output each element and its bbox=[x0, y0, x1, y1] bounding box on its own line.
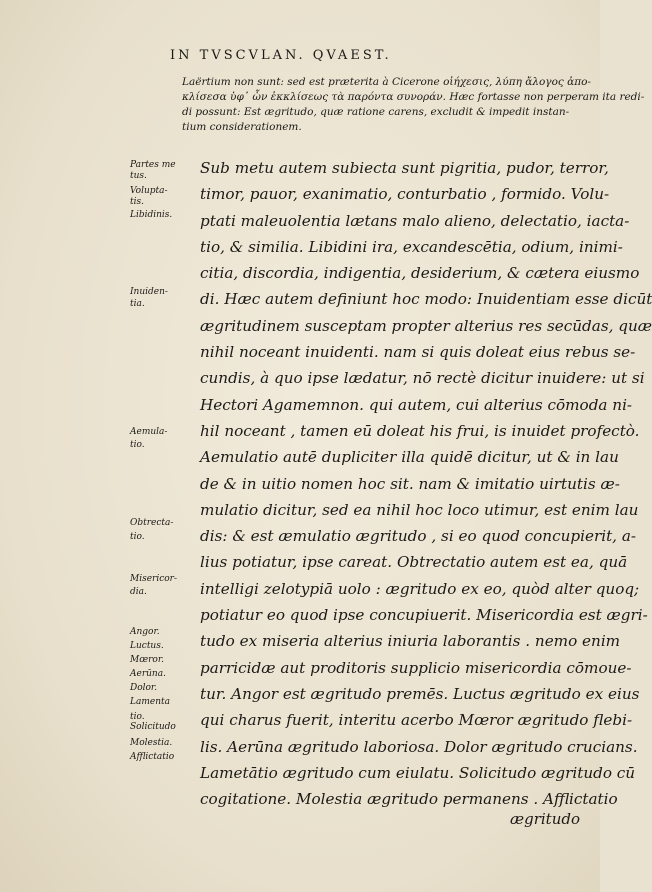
margin-note: Molestia. bbox=[130, 738, 173, 748]
footnote-line: κλίσεσα ὑφ᾽ ὧν ἐκκλίσεως τὰ παρόντα συνοράν. Hæc fortasse non perperam ita redi- bbox=[182, 91, 645, 103]
margin-note: Obtrecta- bbox=[130, 518, 174, 528]
margin-note: Partes me bbox=[130, 160, 176, 170]
text-line: lius potiatur, ipse careat. Obtrectatio autem est ea, quā bbox=[200, 553, 628, 572]
text-line: dis: & est æmulatio ægritudo , si eo quod concupierit, a- bbox=[200, 527, 637, 546]
main-text bbox=[200, 155, 652, 812]
margin-note: tis. bbox=[130, 197, 144, 207]
margin-note: tus. bbox=[130, 171, 147, 181]
text-line: ægritudinem susceptam propter alterius res secūdas, quæ bbox=[200, 316, 652, 335]
margin-note: Afflictatio bbox=[130, 752, 175, 762]
text-line: di. Hæc autem definiunt hoc modo: Inuidentiam esse dicūt bbox=[200, 290, 652, 309]
margin-note: Aerūna. bbox=[130, 669, 166, 679]
text-line: Aemulatio autē dupliciter illa quidē dicitur, ut & in lau bbox=[200, 448, 619, 467]
margin-note: Inuiden- bbox=[130, 287, 168, 297]
margin-note: dia. bbox=[130, 587, 147, 597]
margin-note: Solicitudo bbox=[130, 722, 176, 732]
running-header: IN TVSCVLAN. QVAEST. bbox=[170, 48, 392, 63]
margin-note: Luctus. bbox=[130, 641, 164, 651]
margin-note: Misericor- bbox=[130, 574, 178, 584]
text-line: cogitatione. Molestia ægritudo permanens . Afflictatio bbox=[200, 790, 618, 809]
text-line: qui charus fuerit, interitu acerbo Mœror ægritudo flebi- bbox=[200, 711, 633, 730]
text-line: nihil noceant inuidenti. nam si quis doleat eius rebus se- bbox=[200, 343, 636, 362]
margin-note: tio. bbox=[130, 440, 145, 450]
text-line: Sub metu autem subiecta sunt pigritia, pudor, terror, bbox=[200, 159, 609, 177]
text-line: Hectori Agamemnon. qui autem, cui alterius cōmoda ni- bbox=[200, 395, 633, 414]
text-line: ptati maleuolentia lætans malo alieno, delectatio, iacta- bbox=[200, 211, 630, 230]
margin-note: Dolor. bbox=[130, 683, 158, 693]
text-line: citia, discordia, indigentia, desiderium, & cætera eiusmo bbox=[200, 264, 640, 283]
text-line: mulatio dicitur, sed ea nihil hoc loco utimur, est enim lau bbox=[200, 500, 639, 519]
text-line: lis. Aerūna ægritudo laboriosa. Dolor ægritudo crucians. bbox=[200, 737, 638, 756]
margin-note: Angor. bbox=[130, 627, 160, 637]
footnote-block bbox=[182, 75, 645, 135]
margin-note: Lamenta bbox=[130, 697, 170, 707]
text-line: intelligi zelotypiā uolo : ægritudo ex eo, quòd alter quoq; bbox=[200, 579, 640, 598]
text-line: tur. Angor est ægritudo premēs. Luctus ægritudo ex eius bbox=[200, 684, 640, 703]
margin-note: tia. bbox=[130, 299, 145, 309]
text-line: cundis, à quo ipse lædatur, nō rectè dicitur inuidere: ut si bbox=[200, 369, 645, 388]
footnote-line: di possunt: Est ægritudo, quæ ratione carens, excludit & impedit instan- bbox=[182, 106, 570, 118]
footnote-line: Laërtium non sunt: sed est præterita à Cicerone οἰήχεσις, λύπη ἄλογος ἀπο- bbox=[182, 76, 591, 88]
margin-note: Aemula- bbox=[130, 427, 168, 437]
margin-note: Mœror. bbox=[130, 655, 165, 665]
text-line: de & in uitio nomen hoc sit. nam & imitatio uirtutis æ- bbox=[200, 474, 620, 493]
catchword: ægritudo bbox=[510, 810, 580, 828]
text-line: tudo ex miseria alterius iniuria laborantis . nemo enim bbox=[200, 632, 621, 651]
text-line: timor, pauor, exanimatio, conturbatio , formido. Volu- bbox=[200, 185, 610, 204]
margin-note: tio. bbox=[130, 532, 145, 542]
text-line: tio, & similia. Libidini ira, excandescētia, odium, inimi- bbox=[200, 237, 623, 256]
margin-note: Volupta- bbox=[130, 186, 168, 196]
footnote-line: tium considerationem. bbox=[182, 121, 302, 133]
text-line: potiatur eo quod ipse concupiuerit. Misericordia est ægri- bbox=[200, 606, 648, 625]
margin-note: tio. bbox=[130, 712, 145, 722]
text-line: parricidæ aut proditoris supplicio misericordia cōmoue- bbox=[200, 658, 632, 677]
margin-note: Libidinis. bbox=[130, 210, 173, 220]
text-line: Lametātio ægritudo cum eiulatu. Solicitudo ægritudo cū bbox=[200, 763, 636, 782]
text-line: hil noceant , tamen eū doleat his frui, is inuidet profectò. bbox=[200, 421, 640, 440]
